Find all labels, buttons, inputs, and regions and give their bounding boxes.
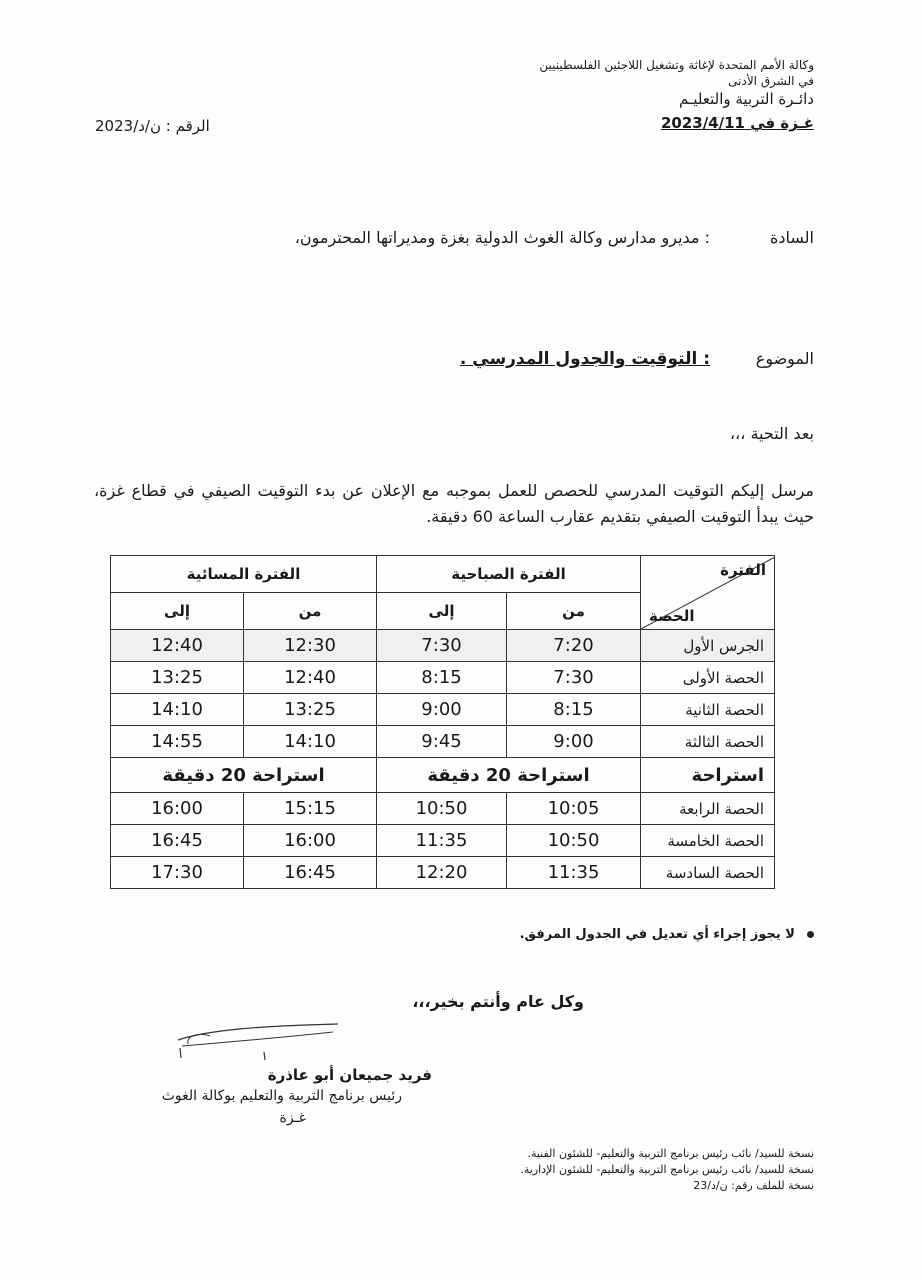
greeting: بعد التحية ،،، — [729, 424, 814, 443]
evening-to-time: 16:00 — [111, 793, 244, 825]
subject-text: : التوقيت والجدول المدرسي . — [459, 349, 710, 369]
morning-to-time: 9:45 — [377, 726, 507, 758]
lesson-label: الجرس الأول — [641, 630, 775, 662]
evening-from-time: 12:40 — [244, 662, 377, 694]
addressee-text: : مديرو مدارس وكالة الغوث الدولية بغزة ومديراتها المحترمون، — [294, 228, 710, 247]
table-row — [111, 662, 775, 694]
signatory-city: غـزة — [279, 1110, 306, 1126]
reference-number: الرقم : ن/د/2023 — [95, 117, 210, 135]
lesson-label: الحصة الثالثة — [641, 726, 775, 758]
bullet-icon — [807, 931, 814, 938]
subject-label: الموضوع — [755, 349, 814, 368]
closing-line: وكل عام وأنتم بخير،،، — [412, 992, 584, 1011]
department-name: دائـرة التربية والتعليـم — [679, 90, 814, 108]
morning-from-time: 8:15 — [507, 694, 641, 726]
morning-to-time: 9:00 — [377, 694, 507, 726]
morning-to-time: 7:30 — [377, 630, 507, 662]
evening-to-time: 12:40 — [111, 630, 244, 662]
break-row — [111, 758, 775, 793]
lesson-label: الحصة الأولى — [641, 662, 775, 694]
table-row — [111, 694, 775, 726]
evening-to-time: 13:25 — [111, 662, 244, 694]
evening-to-header: إلى — [111, 593, 244, 630]
morning-to-time: 11:35 — [377, 825, 507, 857]
letter-date: غـزة في 2023/4/11 — [660, 114, 814, 132]
lesson-label: الحصة الخامسة — [641, 825, 775, 857]
evening-from-time: 15:15 — [244, 793, 377, 825]
table-row — [111, 630, 775, 662]
morning-to-header: إلى — [377, 593, 507, 630]
lesson-label: الحصة الثانية — [641, 694, 775, 726]
cc-line: نسخة للملف رقم: ن/د/23 — [693, 1179, 814, 1192]
corner-period-label: الفترة — [720, 560, 767, 579]
evening-to-time: 16:45 — [111, 825, 244, 857]
evening-to-time: 14:10 — [111, 694, 244, 726]
evening-from-time: 16:00 — [244, 825, 377, 857]
evening-from-time: 12:30 — [244, 630, 377, 662]
morning-from-time: 9:00 — [507, 726, 641, 758]
break-label: استراحة — [641, 758, 775, 793]
morning-to-time: 8:15 — [377, 662, 507, 694]
morning-from-time: 11:35 — [507, 857, 641, 889]
morning-from-time: 7:30 — [507, 662, 641, 694]
morning-to-time: 10:50 — [377, 793, 507, 825]
cc-line: نسخة للسيد/ نائب رئيس برنامج التربية والتعليم- للشئون الفنية. — [527, 1147, 814, 1160]
schedule-table — [110, 555, 775, 889]
table-row — [111, 793, 775, 825]
note-text: لا يجوز إجراء أي تعديل في الجدول المرفق. — [519, 927, 795, 942]
org-name-line1: وكالة الأمم المتحدة لإغاثة وتشغيل اللاجئين الفلسطينيين — [539, 58, 814, 72]
evening-break-duration: استراحة 20 دقيقة — [111, 758, 377, 793]
signatory-title: رئيس برنامج التربية والتعليم بوكالة الغوث — [161, 1088, 402, 1104]
addressee-label: السادة — [770, 228, 814, 247]
evening-from-time: 13:25 — [244, 694, 377, 726]
morning-from-time: 10:50 — [507, 825, 641, 857]
table-row — [111, 825, 775, 857]
table-row — [111, 726, 775, 758]
body-paragraph: مرسل إليكم التوقيت المدرسي للحصص للعمل بموجبه مع الإعلان عن بدء التوقيت الصيفي في قطاع غزة، حيث يبدأ التوقيت الصيفي بتقديم عقارب الساعة 60 دقيقة. — [94, 481, 814, 526]
lesson-label: الحصة السادسة — [641, 857, 775, 889]
evening-from-header: من — [244, 593, 377, 630]
org-name-line2: في الشرق الأدنى — [728, 74, 814, 88]
evening-from-time: 16:45 — [244, 857, 377, 889]
cc-line: نسخة للسيد/ نائب رئيس برنامج التربية والتعليم- للشئون الإدارية. — [520, 1163, 814, 1176]
evening-period-header: الفترة المسائية — [111, 556, 377, 593]
morning-to-time: 12:20 — [377, 857, 507, 889]
lesson-label: الحصة الرابعة — [641, 793, 775, 825]
signatory-name: فريد جميعان أبو عاذرة — [267, 1066, 432, 1084]
morning-period-header: الفترة الصباحية — [377, 556, 641, 593]
morning-break-duration: استراحة 20 دقيقة — [377, 758, 641, 793]
morning-from-time: 10:05 — [507, 793, 641, 825]
morning-from-time: 7:20 — [507, 630, 641, 662]
evening-to-time: 17:30 — [111, 857, 244, 889]
corner-header-cell — [641, 556, 775, 630]
evening-from-time: 14:10 — [244, 726, 377, 758]
handwritten-signature — [168, 1016, 348, 1062]
corner-lesson-label: الحصة — [649, 606, 695, 625]
morning-from-header: من — [507, 593, 641, 630]
table-row — [111, 857, 775, 889]
evening-to-time: 14:55 — [111, 726, 244, 758]
note-line — [520, 927, 814, 942]
